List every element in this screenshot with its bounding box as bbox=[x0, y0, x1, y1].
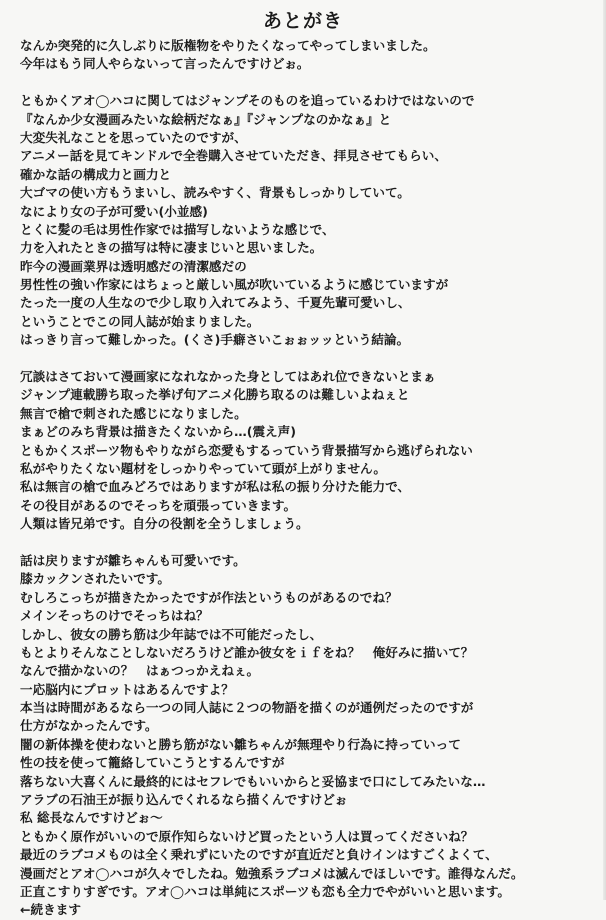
text-line: ジャンプ連載勝ち取った挙げ句アニメ化勝ち取るのは難しいよねぇと bbox=[20, 387, 410, 403]
text-line: はっきり言って難しかった。(くさ)手癖さいこぉぉッッという結論。 bbox=[20, 332, 410, 348]
text-line: 冗談はさておいて漫画家になれなかった身としてはあれ位できないとまぁ bbox=[20, 369, 436, 385]
text-line: ←続きます bbox=[20, 902, 81, 918]
text-line: 大変失礼なことを思っていたのですが、 bbox=[20, 129, 247, 145]
text-line: 落ちない大喜くんに最終的にはセフレでもいいからと妥協まで口にしてみたいな… bbox=[20, 773, 486, 789]
page-title: あとがき bbox=[262, 10, 343, 32]
text-line: 一応脳内にプロットはあるんですよ？ bbox=[20, 681, 234, 697]
text-line: アニメー話を見てキンドルで全巻購入させていただき、拝見させてもらい、 bbox=[20, 148, 447, 164]
text-line: もとよりそんなことしないだろうけど誰か彼女をｉｆをね？ 俺好みに描いて？ bbox=[20, 644, 474, 660]
text-line: ともかくスポーツ物もやりながら恋愛もするっていう背景描写から逃げられない bbox=[20, 442, 473, 458]
text-line: ともかくアオ◯ハコに関してはジャンプそのものを追っているわけではないので bbox=[20, 93, 475, 109]
text-line: メインそっちのけでそっちはね？ bbox=[20, 608, 209, 624]
text-line: むしろこっちが描きたかったですが作法というものがあるのでね？ bbox=[20, 589, 398, 605]
text-line: とくに髪の毛は男性作家では描写しないような感じで、 bbox=[20, 221, 335, 237]
text-line: 仕方がなかったんです。 bbox=[20, 718, 158, 734]
text-line: 力を入れたときの描写は特に凄まじいと思いました。 bbox=[20, 240, 323, 256]
text-line: まぁどのみち背景は描きたくないから…(震え声) bbox=[20, 424, 296, 440]
text-line: 私は無言の槍で血みどろではありますが私は私の振り分けた能力で、 bbox=[20, 479, 411, 495]
text-line: なんで描かないの？ はぁつっかえねぇ。 bbox=[20, 663, 260, 679]
text-line: 膝カックンされたいです。 bbox=[20, 571, 170, 587]
paragraph-2 bbox=[20, 92, 590, 349]
text-line: なんか突発的に久しぶりに版権物をやりたくなってやってしまいました。 bbox=[20, 38, 436, 53]
text-line: 私 総長なんですけどぉ～ bbox=[20, 810, 163, 826]
paragraph-spacer bbox=[20, 350, 590, 368]
text-line: 人類は皆兄弟です。自分の役割を全うしましょう。 bbox=[20, 516, 309, 532]
text-line: しかし、彼女の勝ち筋は少年誌では不可能だったし、 bbox=[20, 626, 323, 642]
text-line: ともかく原作がいいので原作知らないけど買ったという人は買ってくださいね？ bbox=[20, 828, 474, 844]
text-line: 性の技を使って籠絡していこうとするんですが bbox=[20, 755, 285, 771]
paragraph-spacer bbox=[20, 534, 590, 552]
paragraph-3 bbox=[20, 368, 590, 534]
text-line: 漫画だとアオ◯ハコが久々でしたね。勉強系ラブコメは滅んでほしいです。誰得なんだ。 bbox=[20, 865, 524, 881]
text-line: 正直こすりすぎです。アオ◯ハコは単純にスポーツも恋も全力でやがいいと思います。 bbox=[20, 883, 511, 899]
text-line: 闇の新体操を使わないと勝ち筋がない雛ちゃんが無理やり行為に持っていって bbox=[20, 736, 461, 752]
text-line: 本当は時間があるなら一つの同人誌に２つの物語を描くのが通例だったのですが bbox=[20, 700, 474, 716]
paragraph-1 bbox=[20, 37, 590, 74]
afterword-body bbox=[20, 37, 590, 920]
text-line: 今年はもう同人やらないって言ったんですけどぉ。 bbox=[20, 56, 310, 72]
text-line: アラブの石油王が振り込んでくれるなら描くんですけどぉ bbox=[20, 792, 348, 808]
text-line: たった一度の人生なので少し取り入れてみよう、千夏先輩可愛いし、 bbox=[20, 295, 411, 311]
text-line: 『なんか少女漫画みたいな絵柄だなぁ』『ジャンプなのかなぁ』と bbox=[20, 111, 392, 127]
paragraph-spacer bbox=[20, 74, 590, 92]
text-line: 話は戻りますが雛ちゃんも可愛いです。 bbox=[20, 552, 246, 568]
text-line: ということでこの同人誌が始まりました。 bbox=[20, 313, 260, 329]
text-line: 無言で槍で刺された感じになりました。 bbox=[20, 405, 247, 421]
text-line: 男性性の強い作家にはちょっと厳しい風が吹いているように感じていますが bbox=[20, 277, 449, 293]
text-line: 最近のラブコメものは全く乗れずにいたのですが直近だと負けインはすごくよくて、 bbox=[20, 847, 498, 863]
text-line: その役目があるのでそっちを頑張っていきます。 bbox=[20, 497, 297, 513]
text-line: 大ゴマの使い方もうまいし、読みやすく、背景もしっかりしていて。 bbox=[20, 185, 410, 201]
text-line: 昨今の漫画業界は透明感だの清潔感だの bbox=[20, 258, 247, 274]
text-line: なにより女の子が可愛い(小並感) bbox=[20, 203, 208, 219]
text-line: 確かな話の構成力と画力と bbox=[20, 166, 172, 182]
paragraph-4 bbox=[20, 552, 590, 920]
text-line: 私がやりたくない題材をしっかりやっていて頭が上がりません。 bbox=[20, 460, 386, 476]
